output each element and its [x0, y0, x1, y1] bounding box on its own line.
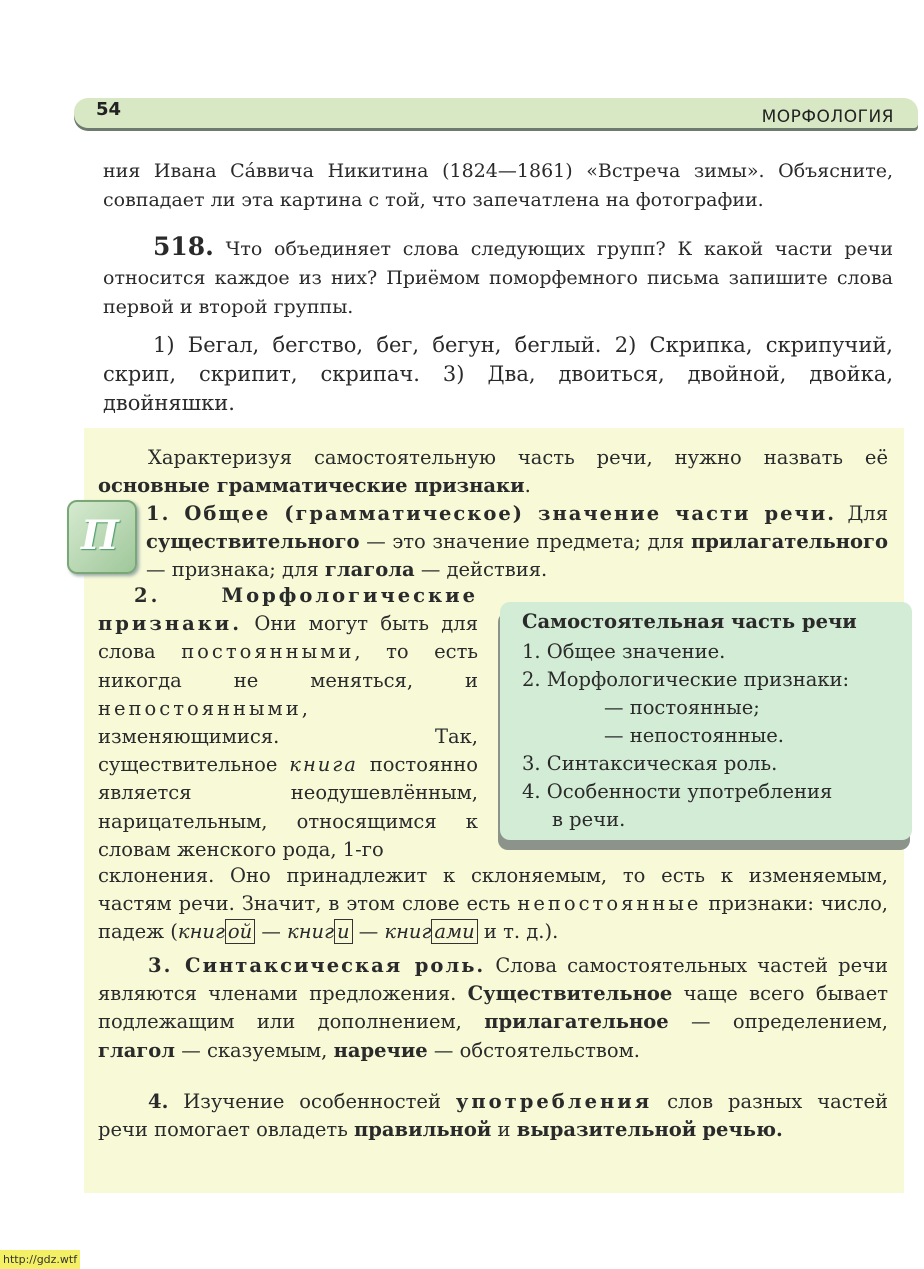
rule-point-3: [98, 952, 888, 1065]
rule-intro-bold: основные грамматические признаки: [98, 474, 525, 498]
task-number: 518.: [153, 232, 214, 261]
rule-text: .: [775, 1118, 783, 1142]
scheme-subitem: — постоянные;: [604, 696, 760, 719]
watermark-link[interactable]: http://gdz.wtf: [0, 1250, 80, 1269]
rule-intro-text: Характеризуя самостоятельную часть речи, нужно назвать её: [148, 446, 888, 469]
rule-text: признаки: число, падеж (: [98, 892, 889, 944]
rule-term-nonconstant: непостоянными: [98, 696, 302, 720]
rule-text: Они могут быть для слова: [98, 612, 479, 664]
section-title: МОРФОЛОГИЯ: [761, 107, 894, 127]
scheme-box: [500, 602, 912, 840]
task-question: Что объединяет слова следующих групп? К какой части речи относится каждое из них? Приёмом поморфемного письма запишите слова первой и второй группы.: [103, 238, 893, 318]
rule-point-2: [98, 582, 478, 864]
rule-intro: [98, 444, 888, 500]
rule-text: — сказуемым,: [181, 1038, 328, 1062]
scheme-item: 2. Морфологические признаки:: [522, 668, 850, 691]
rule-p-icon: П: [81, 512, 119, 559]
rule-term-correct: правильной: [354, 1118, 492, 1142]
rule-term-verb: глагол: [98, 1038, 176, 1062]
scheme-subitem: — непостоянные.: [604, 724, 784, 747]
dash: —: [358, 920, 379, 944]
task-word-groups: 1) Бегал, бегство, бег, бегун, беглый. 2) Скрипка, скрипучий, скрип, скрипит, скрипач. 3) Два, двоиться, двойной, двойка, двойняшки.: [103, 333, 893, 415]
rule-point-2-continued: [98, 862, 888, 947]
rule-icon: [67, 500, 137, 574]
rule-term-adverb: наречие: [333, 1038, 428, 1062]
rule-text: и т. д.).: [483, 920, 559, 944]
rule-text: постоянно является неодушевлённым, нарицательным, относящимся к словам женского рода, 1-го: [98, 753, 478, 861]
rule-term-verb: глагола: [324, 558, 415, 582]
rule-point-1-heading: 1. Общее (грамматическое) значение части речи.: [146, 502, 837, 525]
rule-point-2-heading: 2. Морфологические признаки.: [98, 584, 478, 636]
rule-text: склонения. Оно принадлежит к склоняемым, то есть к изменяемым, частям речи. Значит, в этом слове есть: [98, 864, 888, 916]
rule-text: Слова самостоятельных частей речи являются членами предложения.: [98, 954, 888, 1006]
rule-text: — определением,: [691, 1010, 888, 1034]
dash: —: [261, 920, 281, 944]
rule-intro-end: .: [524, 474, 531, 498]
rule-text: — действия.: [420, 558, 548, 582]
rule-term-constant: постоянными: [181, 640, 355, 664]
task-518: [103, 232, 893, 322]
rule-text: — это значение предмета; для: [366, 530, 685, 554]
rule-term-noun: существительного: [146, 530, 360, 554]
rule-term-noun: Существительное: [467, 982, 673, 1006]
rule-text: , то есть никогда не меняться, и: [98, 640, 478, 692]
word-stem: книг: [384, 920, 432, 944]
rule-term-adjective: прилагательного: [690, 530, 888, 554]
rule-point-3-heading: 3. Синтаксическая роль.: [148, 954, 486, 977]
rule-point-1: [146, 500, 888, 585]
scheme-item: в речи.: [552, 808, 626, 831]
rule-point-4-number: 4.: [148, 1090, 169, 1113]
rule-term-expressive: выразительной: [516, 1118, 697, 1142]
rule-text: — обстоятельством.: [433, 1038, 640, 1062]
rule-term-adjective: прилагательное: [484, 1010, 669, 1034]
task-words: [103, 331, 893, 418]
top-paragraph: ния Ивана Са́ввича Никитина (1824—1861) «Встреча зимы». Объясните, совпадает ли эта картина с той, что запечатлена на фотографии.: [103, 160, 893, 211]
scheme-item: 1. Общее значение.: [522, 640, 726, 663]
rule-point-4: [98, 1088, 888, 1144]
rule-text: , изменяющимися. Так, существительное: [98, 696, 478, 777]
rule-text: — признака; для: [146, 558, 319, 582]
word-ending: и: [334, 919, 353, 944]
word-ending: ой: [225, 919, 255, 944]
rule-text: Для: [847, 502, 888, 525]
rule-text: чаще всего бывает подлежащим или дополнением,: [98, 982, 889, 1034]
rule-example-word: книга: [289, 753, 358, 777]
scheme-title: Самостоятельная часть речи: [522, 610, 857, 633]
word-stem: книг: [177, 920, 225, 944]
page-number: 54: [96, 99, 122, 120]
word-ending: ами: [431, 919, 477, 944]
rule-term-usage: употребления: [455, 1090, 653, 1113]
rule-text: слов разных частей речи помогает овладеть: [98, 1090, 888, 1142]
rule-term-nonconstant: непостоянные: [517, 892, 702, 916]
scheme-item: 3. Синтаксическая роль.: [522, 752, 778, 775]
scheme-item: 4. Особенности употребления: [522, 780, 833, 803]
rule-text: Изучение особенностей: [183, 1090, 441, 1113]
rule-term-speech: речью: [702, 1118, 776, 1142]
word-stem: книг: [287, 920, 334, 944]
rule-text: и: [497, 1118, 511, 1142]
